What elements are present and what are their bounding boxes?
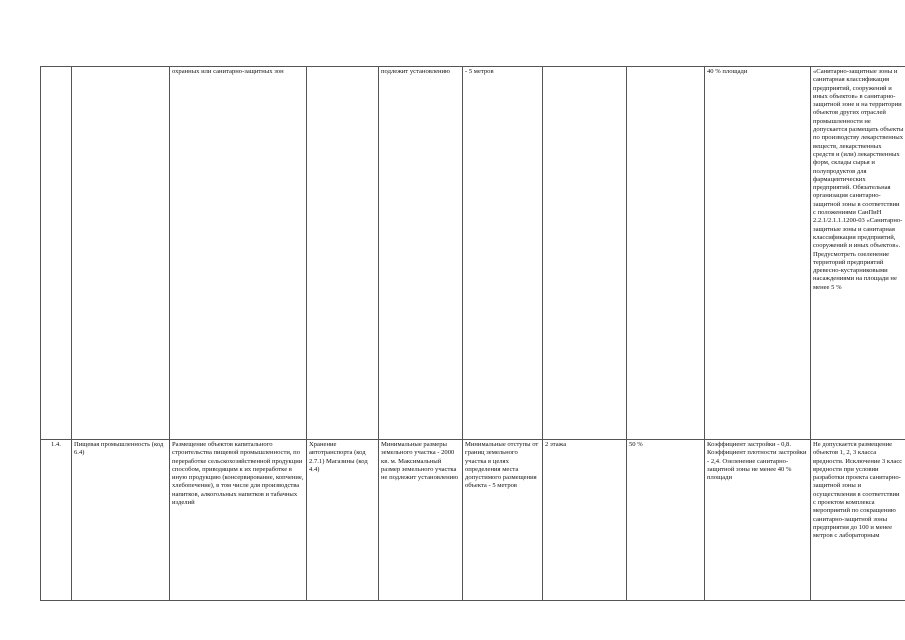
plot-size-cell: Минимальные размеры земельного участка - 2000 кв. м. Максимальный размер земельного участка не подлежит установлению [379,440,463,601]
max-floors-cell: 2 этажа [543,440,627,601]
auxiliary-use-cell: Хранение автотранспорта (код 2.7.1) Магазины (код 4.4) [307,440,379,601]
restrictions-cell: «Санитарно-защитные зоны и санитарная классификация предприятий, сооружений и иных объектов» в санитарно-защитной зоне и на территории объектов других отраслей промышленности не допускается размещать объекты по производству лекарственных веществ, лекарственных средств и (или) лекарственных форм, склады сырья и полупродуктов для фармацевтических предприятий. Обязательная организация санитарно-защитной зоны в соответствии с положениями СанПиН 2.2.1/2.1.1.1200-03 «Санитарно-защитные зоны и санитарная классификация предприятий, сооружений и иных объектов». Предусмотреть озеленение территорий предприятий древесно-кустарниковыми насаждениями на площади не менее 5 % [811,67,905,440]
use-description-cell: Размещение объектов капитального строительства пищевой промышленности, по переработке сельскохозяйственной продукции способом, приводящим к их переработке в иную продукцию (консервирование, копчение, хлебопечение), в том числе для производства напитков, алкогольных напитков и табачных изделий [170,440,307,601]
auxiliary-use-cell [307,67,379,440]
table-row [41,440,905,601]
land-use-type-cell: Пищевая промышленность (код 6.4) [72,440,170,601]
restrictions-cell: Не допускается размещение объектов 1, 2, 3 класса вредности. Исключение 3 класс вредности при условии разработки проекта санитарно-защитной зоны и осуществления в соответствии с проектом комплекса мероприятий по сокращению санитарно-защитной зоны предприятия до 100 и менее метров с лабораторным [811,440,905,601]
land-use-type-cell [72,67,170,440]
max-coverage-cell [627,67,705,440]
max-floors-cell [543,67,627,440]
setback-cell: - 5 метров [463,67,543,440]
table-row [41,67,905,440]
coefficients-cell: Коэффициент застройки - 0,8. Коэффициент плотности застройки - 2,4. Озеленение санитарно-защитной зоны не менее 40 % площади [705,440,811,601]
max-coverage-cell: 50 % [627,440,705,601]
row-number-cell [41,67,72,440]
setback-cell: Минимальные отступы от границ земельного участка в целях определения места допустимого размещения объекта - 5 метров [463,440,543,601]
zoning-regulations-table [40,66,905,601]
plot-size-cell: подлежит установлению [379,67,463,440]
use-description-cell: охранных или санитарно-защитных зон [170,67,307,440]
coefficients-cell: 40 % площади [705,67,811,440]
row-number-cell: 1.4. [41,440,72,601]
